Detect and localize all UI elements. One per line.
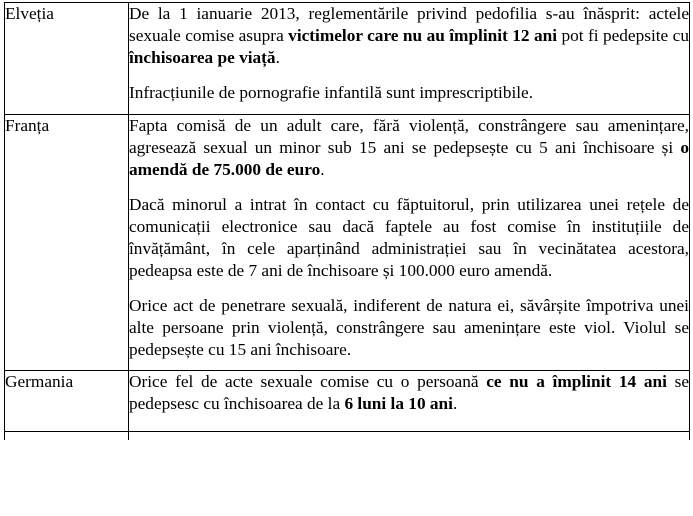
table-row-france — [5, 115, 690, 371]
text-run: se pedepsesc cu închisoarea de la — [129, 372, 689, 413]
country-name: Franța — [5, 116, 50, 135]
emphasis-text: 6 luni la 10 ani — [344, 394, 453, 413]
description-cell — [129, 371, 690, 432]
text-run: Fapta comisă de un adult care, fără violență, constrângere sau amenințare, agresează sexual un minor sub 15 ani se pedepsește cu 5 ani închisoare și — [129, 116, 689, 157]
description-cell — [129, 3, 690, 115]
text-run: . — [320, 160, 325, 179]
paragraph — [129, 82, 689, 104]
text-run: Dacă minorul a intrat în contact cu făptuitorul, prin utilizarea unei rețele de comunicații electronice sau dacă faptele au fost comise în instituțiile de învățământ, în cele aparținând administrației sau în vecinătatea acestora, pedeapsa este de 7 ani de închisoare și 100.000 euro amendă. — [129, 195, 689, 280]
country-name: Germania — [5, 372, 74, 391]
text-run: De la 1 ianuarie 2013, reglementările privind pedofilia s-au înăsprit: actele sexuale comise asupra — [129, 4, 689, 45]
paragraph — [129, 3, 689, 69]
text-run: . — [452, 394, 458, 413]
country-cell — [5, 115, 129, 371]
table-row-switzerland — [5, 3, 690, 115]
emphasis-text: ce nu a împlinit 14 ani — [486, 372, 667, 391]
text-run: Orice act de penetrare sexuală, indiferent de natura ei, săvârșite împotriva unei alte persoane prin violență, constrângere sau amenințare este viol. Violul se pedepsește cu 15 ani închisoare. — [129, 296, 689, 359]
description-cell — [129, 115, 690, 371]
paragraph — [129, 371, 689, 415]
country-cell — [5, 3, 129, 115]
paragraph — [129, 115, 689, 181]
paragraph — [129, 194, 689, 282]
legislation-table — [4, 2, 690, 440]
country-cell — [5, 432, 129, 441]
text-run: Infracțiunile de pornografie infantilă sunt imprescriptibile. — [129, 83, 534, 102]
country-cell — [5, 371, 129, 432]
text-run: . — [275, 48, 280, 67]
country-name: Elveția — [5, 4, 54, 23]
emphasis-text: o amendă de 75.000 de euro — [129, 138, 689, 179]
paragraph — [129, 295, 689, 361]
emphasis-text: închisoarea pe viață — [129, 48, 276, 67]
description-cell — [129, 432, 690, 441]
text-run: Orice fel de acte sexuale comise cu o persoană — [129, 372, 487, 391]
table-row-partial — [5, 432, 690, 441]
table-row-germany — [5, 371, 690, 432]
emphasis-text: victimelor care nu au împlinit 12 ani — [288, 26, 558, 45]
text-run: pot fi pedepsite cu — [557, 26, 689, 45]
